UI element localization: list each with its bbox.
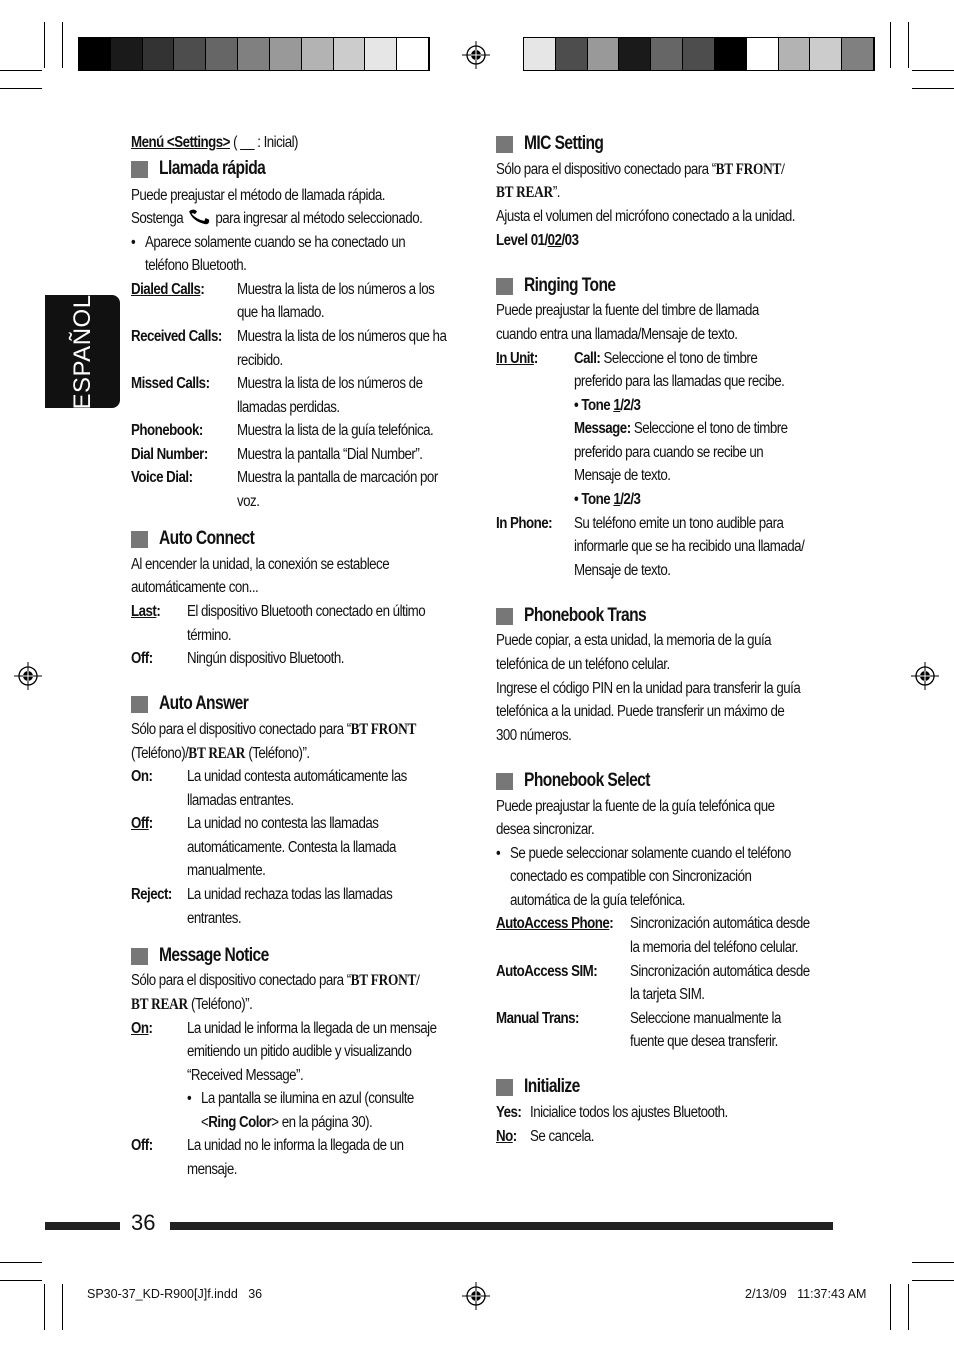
section-title: Initialize (524, 1076, 580, 1097)
crop-mark (890, 22, 891, 68)
bullet-dot: • (131, 234, 136, 251)
color-swatch (683, 38, 715, 70)
def-term: Phonebook: (131, 422, 203, 439)
def-term: In Unit: (496, 350, 538, 367)
registration-mark-icon (462, 41, 490, 69)
tone-options: • Tone 1/2/3 (574, 491, 641, 508)
color-swatch (238, 38, 270, 70)
crop-mark (0, 70, 42, 71)
def-term: AutoAccess SIM: (496, 963, 598, 980)
color-swatch (747, 38, 779, 70)
def-term: Off: (131, 1137, 153, 1154)
crop-mark (0, 1280, 42, 1281)
color-swatch (79, 38, 111, 70)
color-swatch (365, 38, 397, 70)
def-term: Voice Dial: (131, 469, 193, 486)
def-term: Off: (131, 650, 153, 667)
section-square-icon (496, 278, 513, 295)
def-term: Yes: (496, 1104, 522, 1121)
def-term: No: (496, 1128, 517, 1145)
language-tab (45, 295, 120, 408)
color-swatch (556, 38, 588, 70)
tone-options: • Tone 1/2/3 (574, 397, 641, 414)
color-swatch (111, 38, 143, 70)
mic-level: Level 01/02/03 (496, 232, 579, 249)
section-square-icon (496, 136, 513, 153)
section-title: Auto Connect (159, 528, 255, 549)
language-tab-label: ESPAÑOL (68, 293, 96, 410)
section-square-icon (131, 161, 148, 178)
color-bar-right (523, 37, 875, 71)
def-term: Received Calls: (131, 328, 222, 345)
color-swatch (524, 38, 556, 70)
color-swatch (810, 38, 842, 70)
page-number: 36 (131, 1210, 156, 1235)
color-swatch (779, 38, 811, 70)
section-square-icon (496, 1079, 513, 1096)
section-title: Message Notice (159, 945, 269, 966)
def-term: Missed Calls: (131, 375, 210, 392)
registration-mark-icon (911, 662, 939, 690)
crop-mark (908, 22, 909, 68)
color-swatch (206, 38, 238, 70)
crop-mark (912, 1280, 954, 1281)
color-swatch (143, 38, 175, 70)
color-swatch (715, 38, 747, 70)
section-square-icon (131, 696, 148, 713)
section-title: Phonebook Select (524, 770, 650, 791)
bullet-dot: • (496, 845, 501, 862)
color-swatch (651, 38, 683, 70)
section-title: MIC Setting (524, 133, 604, 154)
section-title: Ringing Tone (524, 275, 616, 296)
section-square-icon (131, 948, 148, 965)
registration-mark-icon (14, 662, 42, 690)
color-swatch (334, 38, 366, 70)
def-term: AutoAccess Phone: (496, 915, 614, 932)
crop-mark (908, 1284, 909, 1330)
menu-line: Menú <Settings> ( __ : Inicial) (131, 134, 298, 151)
crop-mark (0, 88, 42, 89)
crop-mark (62, 22, 63, 68)
crop-mark (912, 88, 954, 89)
crop-mark (890, 1284, 891, 1330)
section-title: Llamada rápida (159, 158, 266, 179)
color-swatch (302, 38, 334, 70)
def-term: On: (131, 1020, 153, 1037)
def-term: In Phone: (496, 515, 553, 532)
color-swatch (842, 38, 874, 70)
page-rule-left (45, 1222, 120, 1230)
def-term: Dialed Calls: (131, 281, 205, 298)
color-swatch (174, 38, 206, 70)
def-term: Reject: (131, 886, 172, 903)
phone-handset-icon (186, 209, 212, 225)
footer-date: 2/13/09 11:37:43 AM (745, 1287, 867, 1301)
color-swatch (270, 38, 302, 70)
crop-mark (912, 70, 954, 71)
def-term: Off: (131, 815, 153, 832)
crop-mark (44, 22, 45, 68)
def-term: On: (131, 768, 153, 785)
registration-mark-icon (462, 1282, 490, 1310)
def-term: Manual Trans: (496, 1010, 579, 1027)
color-swatch (619, 38, 651, 70)
section-title: Phonebook Trans (524, 605, 647, 626)
color-swatch (397, 38, 429, 70)
crop-mark (62, 1284, 63, 1330)
color-swatch (588, 38, 620, 70)
section-square-icon (496, 773, 513, 790)
crop-mark (0, 1262, 42, 1263)
section-title: Auto Answer (159, 693, 249, 714)
section-square-icon (496, 608, 513, 625)
section-square-icon (131, 531, 148, 548)
bullet-dot: • (187, 1090, 192, 1107)
crop-mark (44, 1284, 45, 1330)
color-bar-left (78, 37, 430, 71)
def-term: Last: (131, 603, 161, 620)
def-term: Dial Number: (131, 446, 208, 463)
page-rule-right (170, 1222, 833, 1230)
crop-mark (912, 1262, 954, 1263)
footer-file: SP30-37_KD-R900[J]f.indd 36 (87, 1287, 263, 1301)
menu-settings-label: Menú <Settings> (131, 134, 230, 151)
